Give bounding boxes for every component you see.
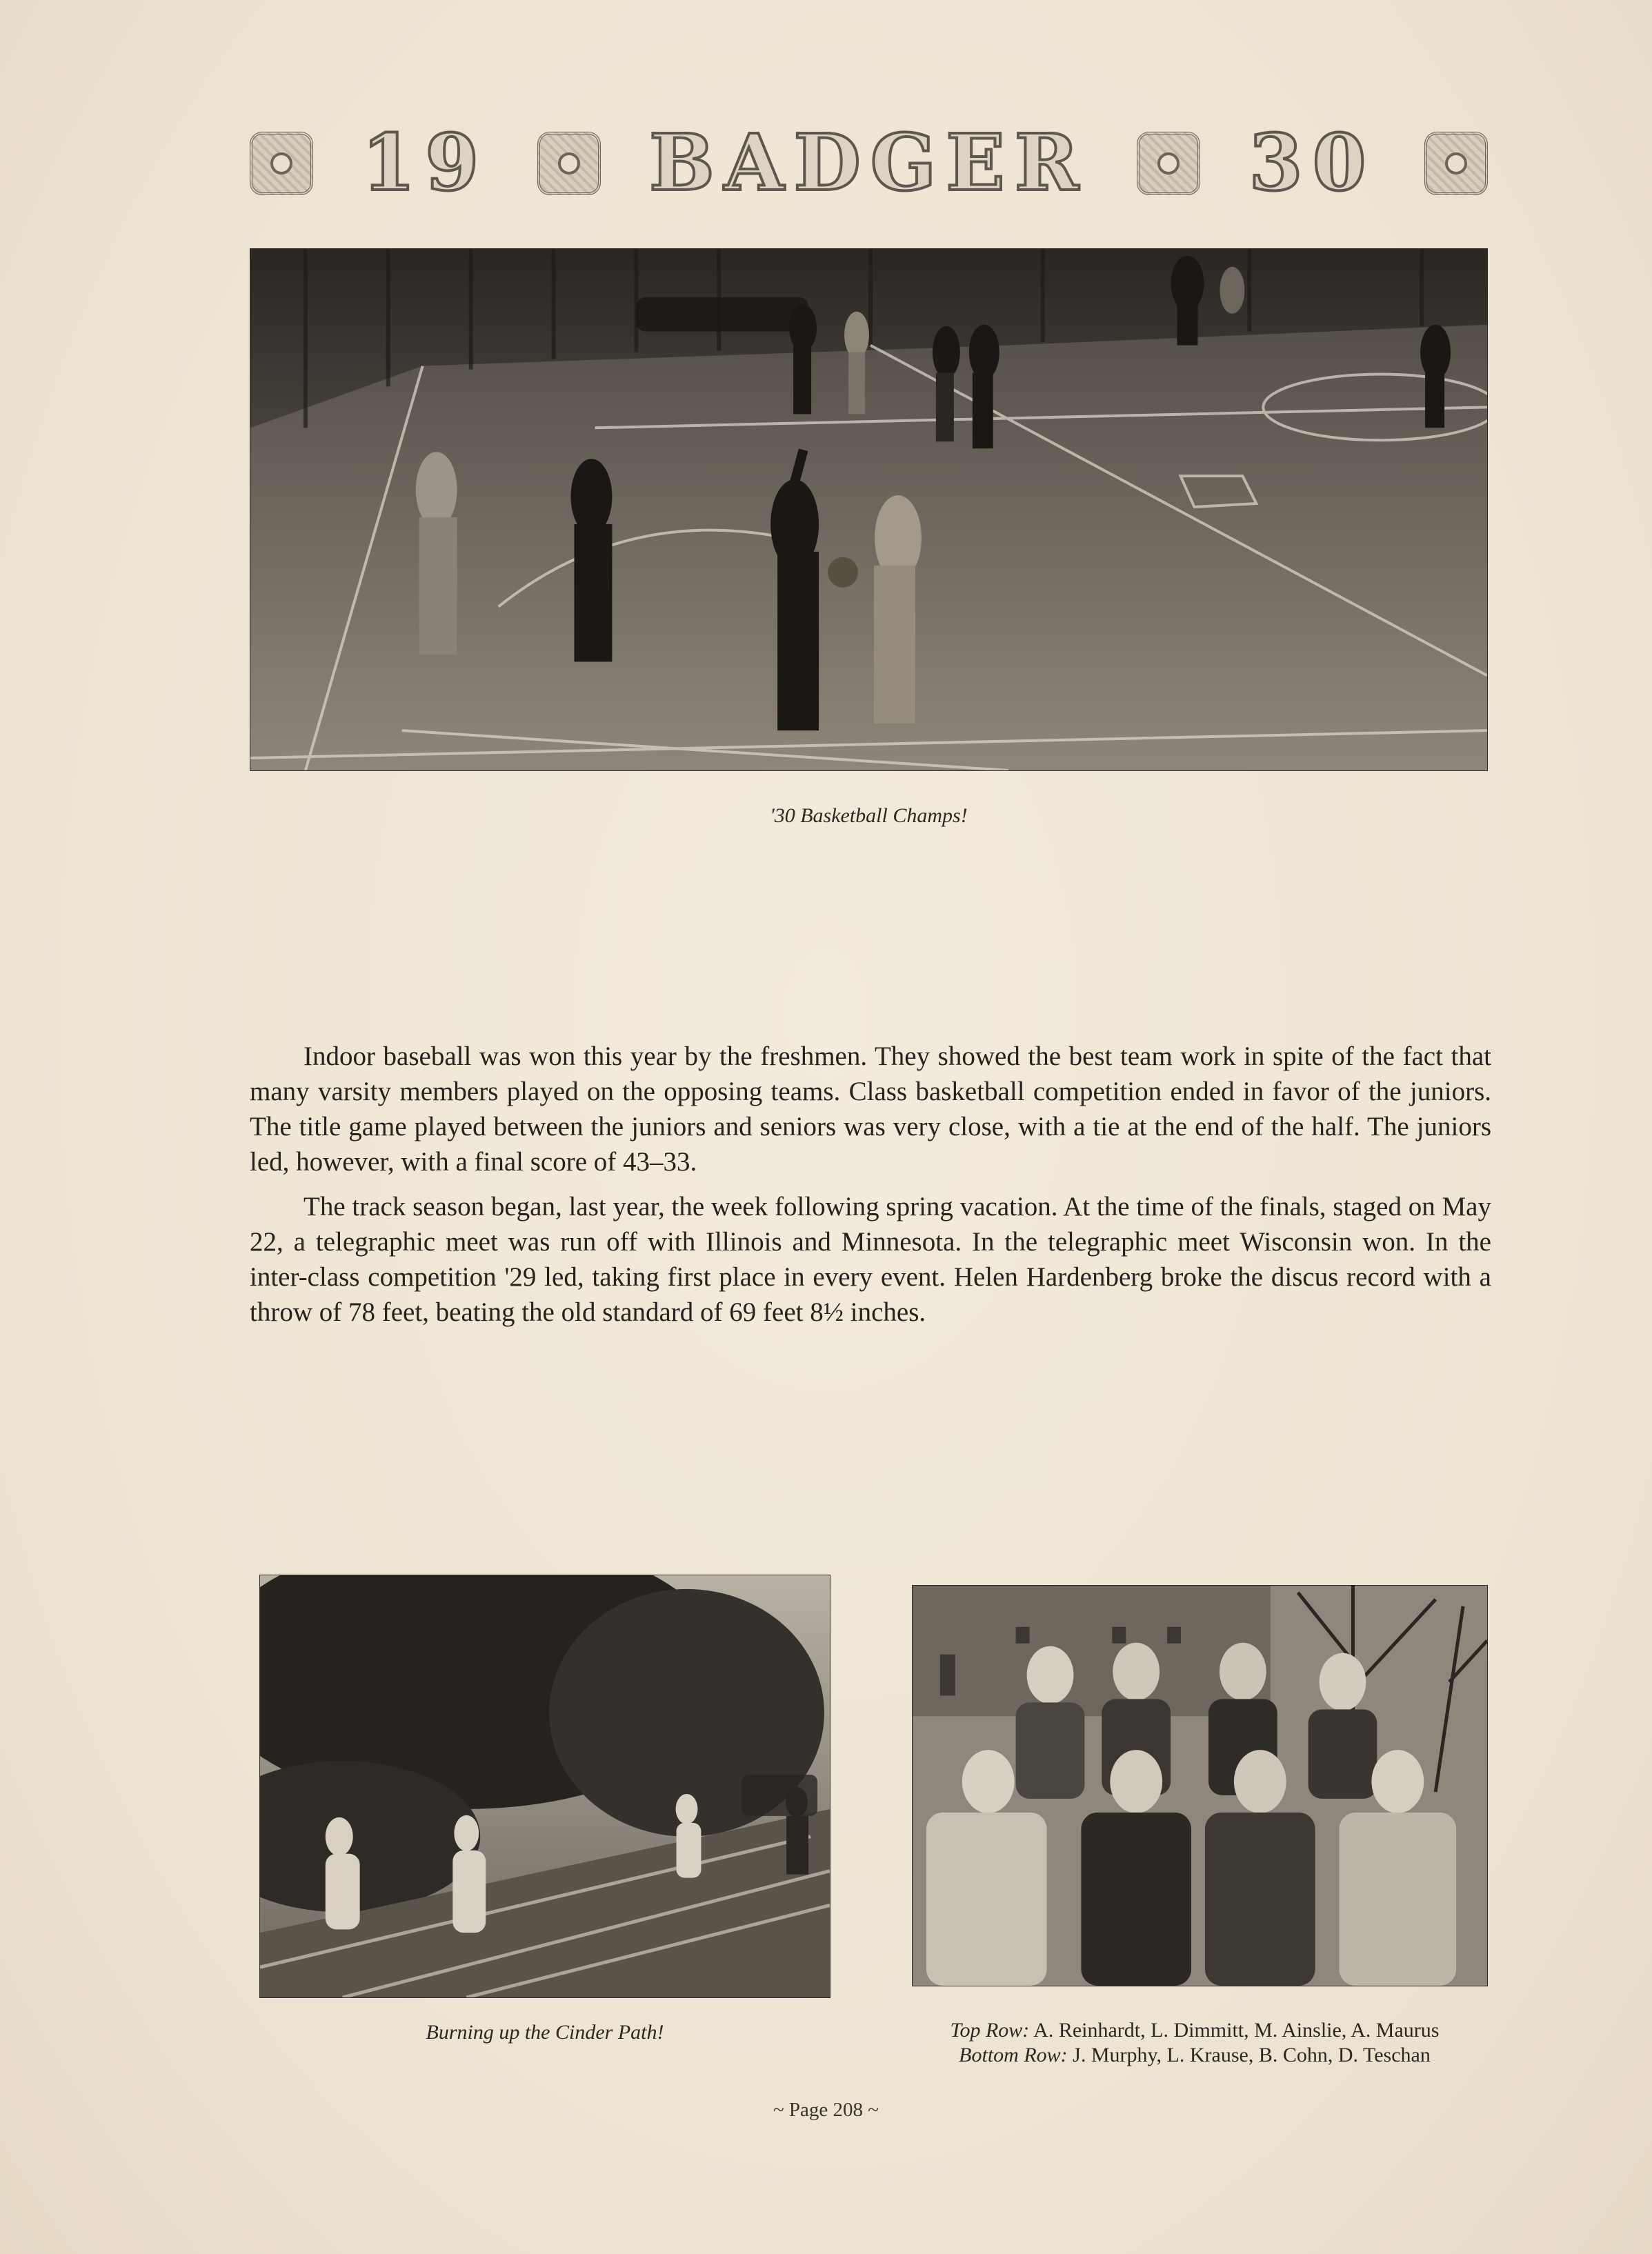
basketball-caption: '30 Basketball Champs! — [770, 804, 968, 827]
ornament-icon — [1137, 132, 1200, 195]
bottom-row-names: J. Murphy, L. Krause, B. Cohn, D. Teschan — [1073, 2044, 1431, 2066]
top-row-names: A. Reinhardt, L. Dimmitt, M. Ainslie, A. Maurus — [1033, 2019, 1440, 2042]
team-caption-top-row — [870, 2018, 1519, 2043]
basketball-photo — [250, 248, 1488, 771]
top-row-label: Top Row: — [950, 2019, 1030, 2042]
article-paragraph-1: Indoor baseball was won this year by the freshmen. They showed the best team work in spite of the fact that many varsity members played on the opposing teams. Class basketball competition ended in favor of the juniors. The title game played between the juniors and seniors was very close, with a tie at the end of the half. The juniors led, however, with a final score of 43–33. — [250, 1041, 1491, 1177]
article-paragraph-2: The track season began, last year, the week following spring vacation. At the time of the finals, staged on May 22, a telegraphic meet was run off with Illinois and Minnesota. In the telegraphic meet Wisconsin won. In the inter-class competition '29 led, taking first place in every event. Helen Hardenberg broke the discus record with a throw of 78 feet, beating the old standard of 69 feet 8½ inches. — [250, 1192, 1491, 1327]
team-group-photo-icon — [913, 1586, 1487, 1986]
article-body — [250, 1039, 1491, 1339]
track-race-photo-icon — [260, 1575, 830, 1997]
ornament-icon — [537, 132, 601, 195]
ornament-icon — [1424, 132, 1488, 195]
track-caption: Burning up the Cinder Path! — [426, 2021, 664, 2044]
track-photo — [259, 1575, 830, 1998]
masthead-title: BADGER — [649, 118, 1088, 208]
masthead-year-right: 30 — [1248, 118, 1376, 208]
team-caption — [870, 2018, 1519, 2068]
basketball-game-photo-icon — [250, 249, 1487, 770]
team-caption-bottom-row — [870, 2043, 1519, 2068]
page-number: ~ Page 208 ~ — [773, 2099, 879, 2121]
bottom-row-label: Bottom Row: — [959, 2044, 1068, 2066]
masthead — [250, 118, 1488, 208]
team-photo — [912, 1585, 1488, 1986]
ornament-icon — [250, 132, 313, 195]
masthead-year-left: 19 — [361, 118, 489, 208]
